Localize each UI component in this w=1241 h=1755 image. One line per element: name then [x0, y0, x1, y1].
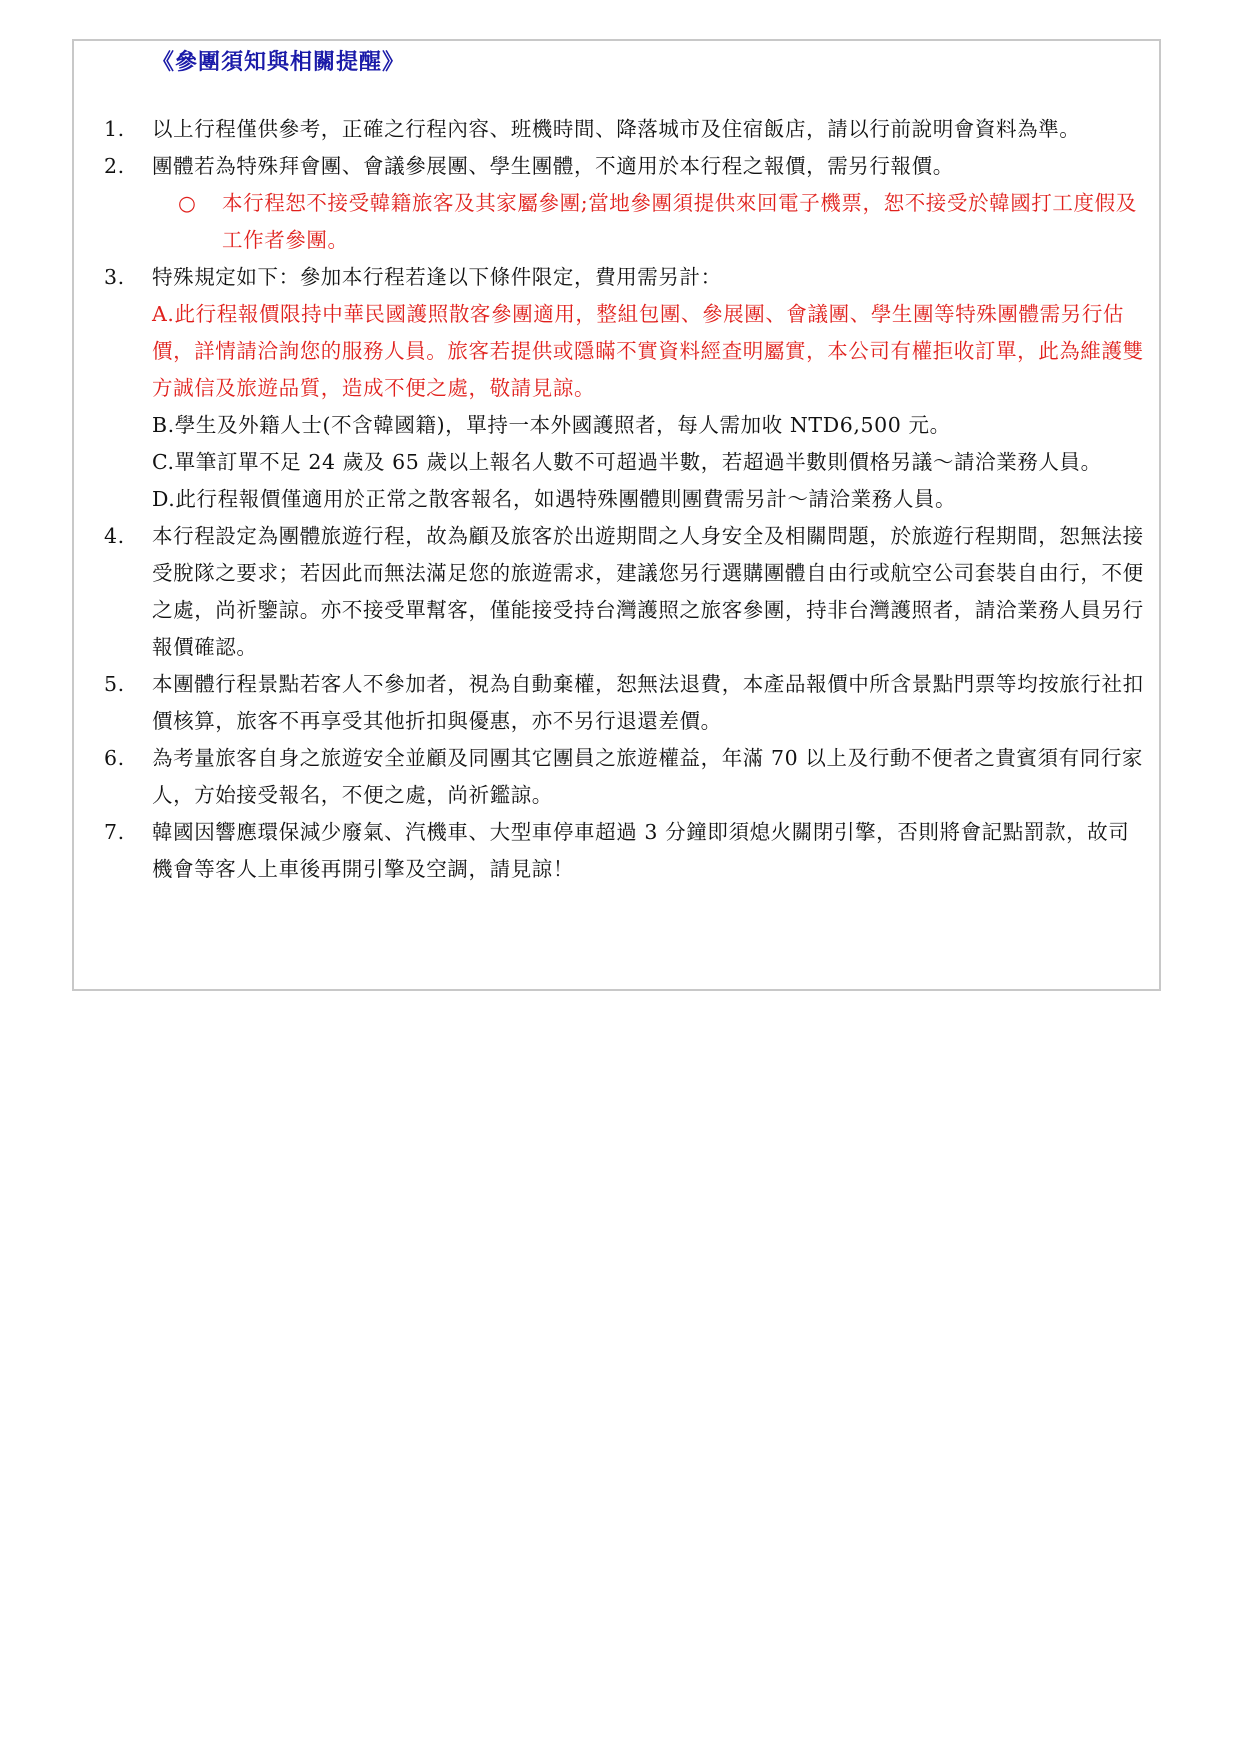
item-text: 特殊規定如下：參加本行程若逢以下條件限定，費用需另計：	[152, 265, 722, 289]
list-item	[104, 111, 1149, 148]
sub-note	[144, 185, 1149, 259]
list-item	[104, 814, 1149, 888]
sub-item-b: B.學生及外籍人士(不含韓國籍)，單持一本外國護照者，每人需加收 NTD6,500 元。	[152, 413, 951, 437]
sub-item-a: A.此行程報價限持中華民國護照散客參團適用，整組包團、參展團、會議團、學生團等特殊團體需另行估價，詳情請洽詢您的服務人員。旅客若提供或隱瞞不實資料經查明屬實，本公司有權拒收訂單，此為維護雙方誠信及旅遊品質，造成不便之處，敬請見諒。	[152, 302, 1144, 400]
item-text: 為考量旅客自身之旅遊安全並顧及同團其它團員之旅遊權益，年滿 70 以上及行動不便者之貴賓須有同行家人，方始接受報名，不便之處，尚祈鑑諒。	[152, 746, 1144, 807]
item-text: 本行程設定為團體旅遊行程，故為顧及旅客於出遊期間之人身安全及相關問題，於旅遊行程期間，恕無法接受脫隊之要求；若因此而無法滿足您的旅遊需求，建議您另行選購團體自由行或航空公司套裝自由行，不便之處，尚祈鑒諒。亦不接受單幫客，僅能接受持台灣護照之旅客參團，持非台灣護照者，請洽業務人員另行報價確認。	[152, 524, 1144, 659]
sub-note-text: 本行程恕不接受韓籍旅客及其家屬參團;當地參團須提供來回電子機票，恕不接受於韓國打工度假及工作者參團。	[222, 191, 1137, 252]
page-title: 《參團須知與相關提醒》	[152, 49, 406, 75]
list-item	[104, 148, 1149, 185]
list-item	[104, 259, 1149, 296]
item-text: 本團體行程景點若客人不參加者，視為自動棄權，恕無法退費，本產品報價中所含景點門票等均按旅行社扣價核算，旅客不再享受其他折扣與優惠，亦不另行退還差價。	[152, 672, 1144, 733]
list-item	[104, 518, 1149, 666]
circle-bullet-icon: ○	[178, 191, 197, 215]
item-number: 1.	[104, 117, 125, 141]
sub-item-c: C.單筆訂單不足 24 歲及 65 歲以上報名人數不可超過半數，若超過半數則價格另議～請洽業務人員。	[152, 450, 1102, 474]
item-text: 韓國因響應環保減少廢氣、汽機車、大型車停車超過 3 分鐘即須熄火關閉引擎，否則將會記點罰款，故司機會等客人上車後再開引擎及空調，請見諒！	[152, 820, 1130, 881]
list-item	[104, 740, 1149, 814]
item-number: 6.	[104, 746, 125, 770]
sub-item-d: D.此行程報價僅適用於正常之散客報名，如遇特殊團體則團費需另計～請洽業務人員。	[152, 487, 957, 511]
list-item	[104, 666, 1149, 740]
item-text: 團體若為特殊拜會團、會議參展團、學生團體，不適用於本行程之報價，需另行報價。	[152, 154, 954, 178]
item-number: 5.	[104, 672, 125, 696]
item-number: 2.	[104, 154, 125, 178]
item-text: 以上行程僅供參考，正確之行程內容、班機時間、降落城市及住宿飯店，請以行前說明會資料為準。	[152, 117, 1081, 141]
notice-list	[104, 111, 1149, 888]
item-number: 4.	[104, 524, 125, 548]
notice-box	[72, 39, 1161, 991]
item-number: 3.	[104, 265, 125, 289]
item-number: 7.	[104, 820, 125, 844]
